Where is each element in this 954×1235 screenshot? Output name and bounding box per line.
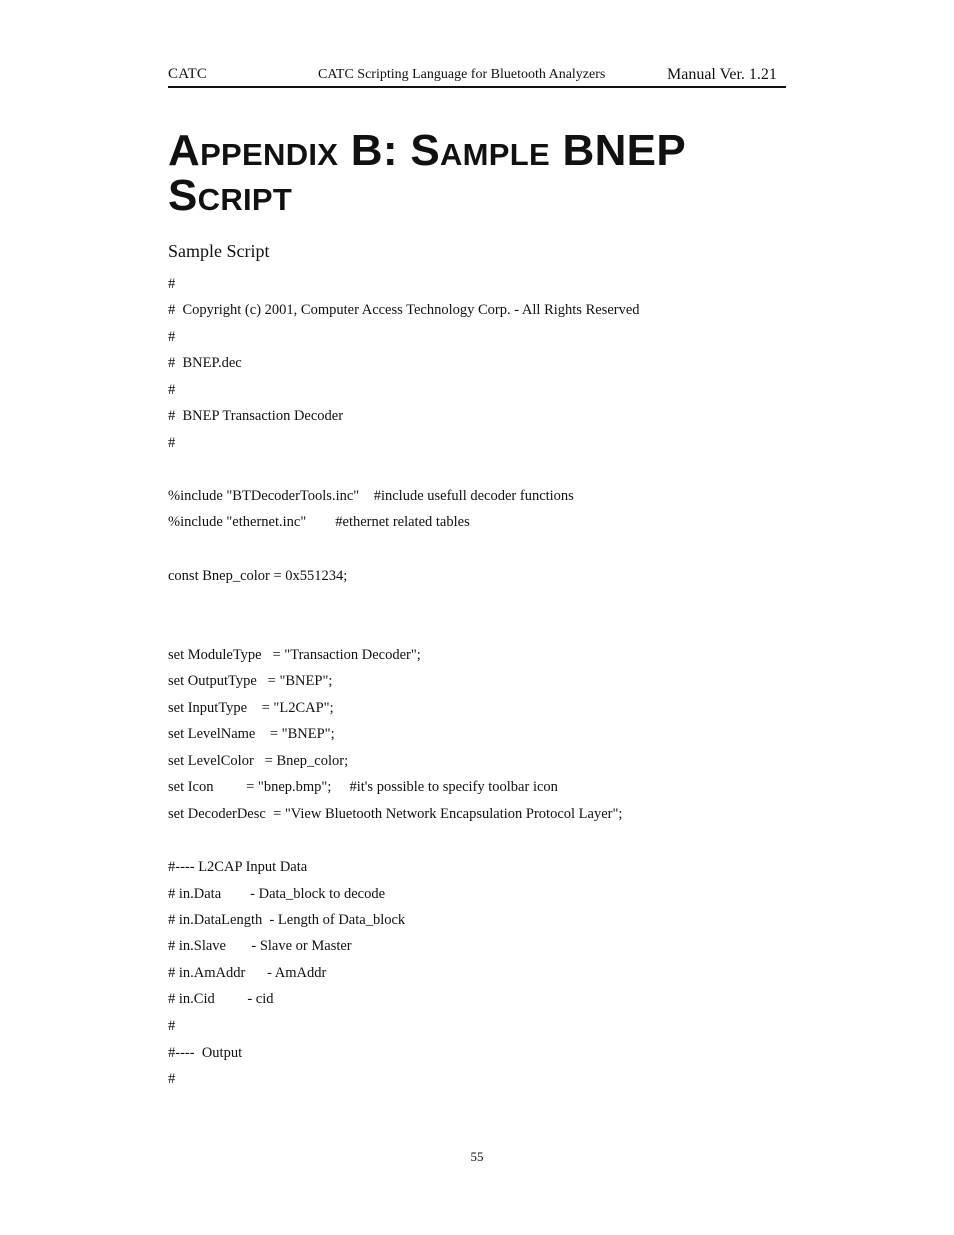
code-line: # in.Data - Data_block to decode [168, 886, 386, 902]
code-line: # [168, 435, 176, 451]
header-version: Manual Ver. 1.21 [667, 66, 777, 83]
header-rule [168, 86, 786, 88]
code-line: # in.AmAddr - AmAddr [168, 965, 327, 981]
code-line: # in.DataLength - Length of Data_block [168, 912, 406, 928]
code-line: set ModuleType = "Transaction Decoder"; [168, 647, 421, 663]
code-line: set LevelName = "BNEP"; [168, 726, 335, 742]
code-line: # in.Slave - Slave or Master [168, 938, 352, 954]
page-number: 55 [470, 1149, 484, 1164]
code-line: # [168, 382, 176, 398]
code-line: set DecoderDesc = "View Bluetooth Network Encapsulation Protocol Layer"; [168, 806, 623, 822]
code-line: # [168, 1071, 176, 1087]
code-line: set OutputType = "BNEP"; [168, 673, 333, 689]
code-line: # in.Cid - cid [168, 991, 274, 1007]
code-line: set InputType = "L2CAP"; [168, 700, 334, 716]
section-subheading: Sample Script [168, 241, 270, 261]
code-line: # BNEP Transaction Decoder [168, 408, 344, 424]
page-title: Appendix B: Sample BNEP Script [168, 126, 686, 220]
code-line: set LevelColor = Bnep_color; [168, 753, 349, 769]
code-line: # [168, 276, 176, 292]
code-line: %include "BTDecoderTools.inc" #include usefull decoder functions [168, 488, 574, 504]
code-line: #---- Output [168, 1045, 243, 1061]
code-line: # BNEP.dec [168, 355, 242, 371]
code-line: # [168, 329, 176, 345]
code-line: %include "ethernet.inc" #ethernet related tables [168, 514, 470, 530]
code-line: set Icon = "bnep.bmp"; #it's possible to specify toolbar icon [168, 779, 558, 795]
code-line: # [168, 1018, 176, 1034]
header-manual-title: CATC Scripting Language for Bluetooth Analyzers [318, 67, 606, 82]
code-line: const Bnep_color = 0x551234; [168, 568, 348, 584]
code-line: # Copyright (c) 2001, Computer Access Technology Corp. - All Rights Reserved [168, 302, 640, 318]
header-company: CATC [168, 66, 208, 82]
code-line: #---- L2CAP Input Data [168, 859, 308, 875]
